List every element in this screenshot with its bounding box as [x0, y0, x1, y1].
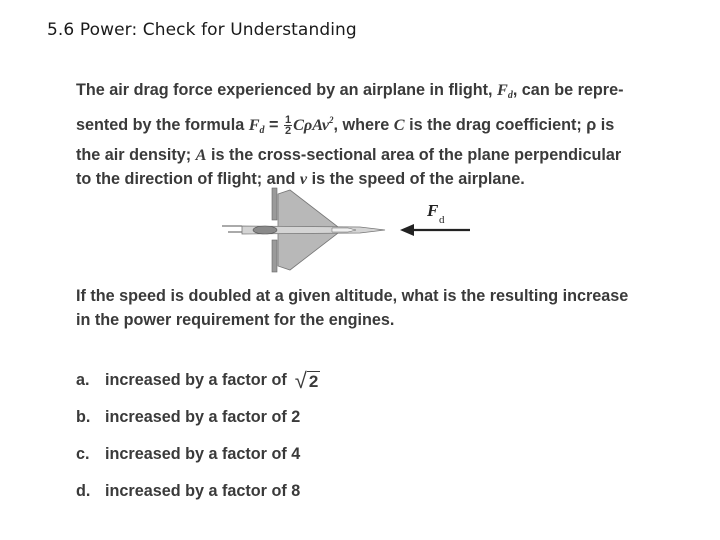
choice-d[interactable] — [76, 473, 476, 510]
slide-title: 5.6 Power: Check for Understanding — [47, 20, 357, 40]
choice-letter: b. — [76, 408, 91, 426]
problem-text: is the cross-sectional area of the plane perpendicular — [206, 146, 622, 164]
sqrt-radicand: 2 — [308, 371, 319, 391]
choice-text: increased by a factor of 8 — [105, 482, 301, 500]
question-line-1: If the speed is doubled at a given altitude, what is the resulting increase — [76, 287, 629, 305]
formula-equals: = — [264, 116, 283, 134]
problem-text: , can be repre- — [512, 81, 624, 99]
problem-text: the air density; — [76, 146, 196, 164]
sqrt-expression — [294, 367, 321, 393]
drag-force-arrow — [400, 224, 470, 236]
c-symbol: C — [393, 116, 405, 134]
choice-b[interactable] — [76, 399, 476, 436]
formula-rhs: CρAv$^2$ — [293, 115, 334, 134]
problem-line-2 — [76, 108, 676, 143]
problem-text: The air drag force experienced by an airplane in flight, — [76, 81, 497, 99]
choice-text: increased by a factor of 4 — [105, 445, 301, 463]
choice-letter: a. — [76, 371, 90, 389]
a-symbol: A — [195, 146, 207, 164]
choice-letter: d. — [76, 482, 91, 500]
problem-text: is the drag coefficient; ρ is — [404, 116, 615, 134]
choice-c[interactable] — [76, 436, 476, 473]
question-line-2: in the power requirement for the engines. — [76, 311, 395, 329]
choice-text: increased by a factor of — [105, 371, 287, 389]
problem-text: sented by the formula — [76, 116, 249, 134]
problem-line-1 — [76, 78, 676, 108]
choice-text: increased by a factor of 2 — [105, 408, 301, 426]
question — [76, 284, 676, 332]
force-label-sub: d — [439, 214, 445, 226]
problem-text: to the direction of flight; and — [76, 170, 300, 188]
v-symbol: v — [299, 170, 308, 188]
radical-sign-icon: √ — [294, 367, 307, 393]
answer-choices — [76, 362, 476, 510]
airplane-icon — [222, 188, 385, 272]
choice-letter: c. — [76, 445, 90, 463]
problem-statement — [76, 78, 676, 191]
airplane-figure — [220, 186, 480, 276]
formula-lhs: $F_d$ — [248, 116, 265, 136]
force-label: F — [427, 201, 439, 220]
problem-text: is the speed of the airplane. — [307, 170, 525, 188]
formula-fraction: $\frac{1}{2}$ — [284, 114, 292, 138]
problem-line-3 — [76, 143, 676, 167]
fd-symbol: $F_d$ — [497, 81, 513, 101]
choice-a[interactable] — [76, 362, 476, 399]
problem-text: , where — [333, 116, 394, 134]
